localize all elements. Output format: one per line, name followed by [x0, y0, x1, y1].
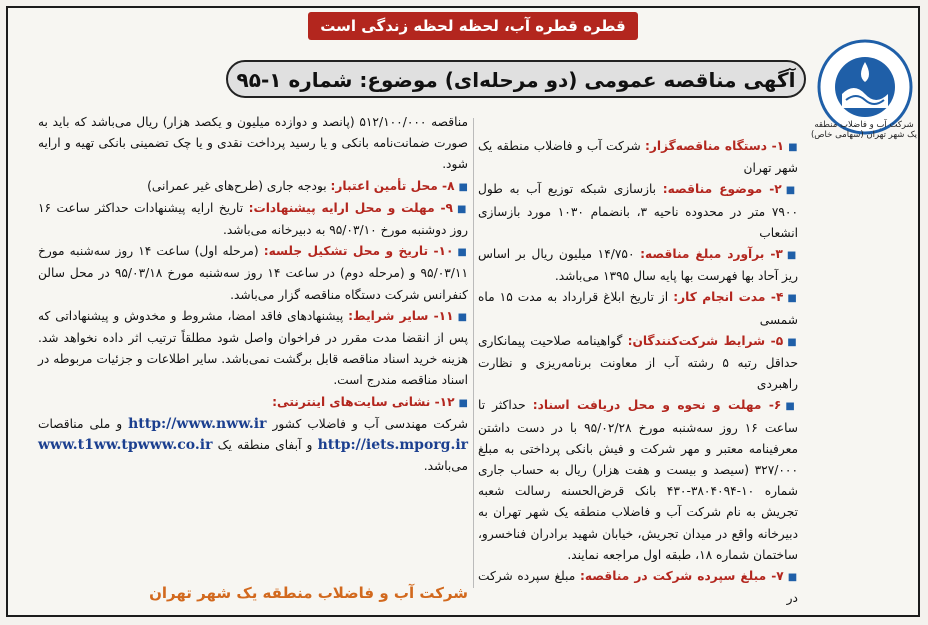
site-link-iets[interactable]: http://iets.mporg.ir	[317, 437, 469, 454]
item-heading: ۲- موضوع مناقصه:	[662, 182, 782, 197]
item-text: (مرحله اول) ساعت ۱۴ روز سه‌شنبه مورخ ۹۵/۰۳/۱۱ و (مرحله دوم) در ساعت ۱۴ روز سه‌شنبه مورخ ۹۵/۰۳/۱۸ در محل سالن کنفرانس شرکت دستگاه مناقصه گزار می‌باشد.	[38, 244, 468, 302]
notice-title: آگهی مناقصه عمومی (دو مرحله‌ای) موضوع: شماره ۱-۹۵	[226, 60, 806, 98]
left-column	[38, 112, 468, 477]
item-3	[478, 244, 798, 287]
bullet-icon: ■	[457, 247, 469, 259]
bullet-icon: ■	[786, 250, 799, 262]
item-12	[38, 392, 468, 414]
item-heading: ۱- دستگاه مناقصه‌گزار:	[645, 139, 785, 153]
item-1	[478, 136, 798, 179]
site-2-intro: و ملی مناقصات	[38, 416, 123, 431]
item-heading: ۸- محل تأمین اعتبار:	[330, 178, 455, 193]
notice-frame	[6, 6, 920, 617]
item-2	[478, 179, 798, 244]
item-10	[38, 241, 468, 306]
item-heading: ۱۱- سایر شرایط:	[348, 308, 454, 323]
item-text: مبلغ سپرده شرکت در	[478, 569, 798, 606]
bullet-icon: ■	[787, 293, 798, 305]
column-divider	[473, 118, 474, 588]
bullet-icon: ■	[785, 185, 798, 197]
footer-company-name: شرکت آب و فاضلاب منطقه یک شهر تهران	[149, 584, 468, 602]
item-heading: ۹- مهلت و محل ارایه پیشنهادات:	[248, 200, 453, 215]
site-link-t1ww[interactable]: www.t1ww.tpwww.co.ir	[38, 437, 213, 454]
item-8	[38, 176, 468, 198]
right-column	[478, 136, 798, 609]
item-heading: ۷- مبلغ سپرده شرکت در مناقصه:	[579, 569, 784, 584]
bullet-icon: ■	[458, 397, 468, 409]
sites-closing: می‌باشد.	[423, 459, 468, 474]
item-text: پیشنهادهای فاقد امضا، مشروط و مخدوش و پیشنهاداتی که پس از انقضا مدت مقرر در فراخوان واصل شود مطلقاً ترتیب اثر داده نخواهد شد. هزینه خرید اسناد مناقصه قابل برگشت نمی‌باشد. سایر اطلاعات و جزئیات مربوطه در اسناد مناقصه مندرج است.	[38, 308, 468, 388]
item-heading: ۶- مهلت و نحوه و محل دریافت اسناد:	[532, 398, 782, 413]
bullet-icon: ■	[456, 203, 469, 215]
item-4	[478, 287, 798, 330]
item-text: تاریخ ارایه پیشنهادات حداکثر ساعت ۱۶ روز دوشنبه مورخ ۹۵/۰۳/۱۰ به دبیرخانه می‌باشد.	[38, 200, 468, 238]
item-heading: ۱۲- نشانی سایت‌های اینترنتی:	[272, 394, 455, 409]
item-text: بازسازی شبکه توزیع آب به طول ۷۹۰۰ متر در محدوده ناحیه ۳، بانضمام ۱۰۳۰ مورد بازسازی انشعاب	[478, 182, 798, 240]
bullet-icon: ■	[787, 572, 799, 584]
item-text: از تاریخ ابلاغ قرارداد به مدت ۱۵ ماه شمسی	[478, 290, 798, 327]
item-heading: ۴- مدت انجام کار:	[673, 290, 784, 305]
item-5	[478, 331, 798, 396]
item-heading: ۱۰- تاریخ و محل تشکیل جلسه:	[263, 244, 454, 259]
bullet-icon: ■	[787, 336, 798, 348]
item-7-continuation: مناقصه ۵۱۲/۱۰۰/۰۰۰ (پانصد و دوازده میلیون و یکصد هزار) ریال می‌باشد که باید به صورت ضمانت‌نامه بانکی و یا رسید پرداخت نقدی و یا چک تضمینی بانکی تهیه و ارایه شود.	[38, 115, 468, 172]
item-heading: ۳- برآورد مبلغ مناقصه:	[640, 247, 783, 262]
bullet-icon: ■	[458, 181, 468, 193]
item-text: بودجه جاری (طرح‌های غیر عمرانی)	[147, 178, 327, 193]
bullet-icon: ■	[457, 311, 469, 323]
site-1-intro: شرکت مهندسی آب و فاضلاب کشور	[272, 416, 468, 431]
item-heading: ۵- شرایط شرکت‌کنندگان:	[627, 333, 784, 348]
bullet-icon: ■	[788, 142, 798, 153]
logo-caption: شرکت آب و فاضلاب منطقه یک شهر تهران (سهامی خاص)	[810, 120, 918, 140]
item-text: حداکثر تا ساعت ۱۶ روز سه‌شنبه مورخ ۹۵/۰۲/۲۸ با در دست داشتن معرفینامه معتبر و مهر شرکت و فیش بانکی پرداختی به مبلغ ۳۲۷/۰۰۰ (سیصد و بیست و هفت هزار) ریال به حساب جاری شماره ۱۰-۳۸۰۴۰۹۴-۴۳۰ بانک قرض‌الحسنه رسالت شعبه تجریش به نام شرکت آب و فاضلاب منطقه یک شهر تهران به دبیرخانه واقع در میدان تجریش، خیابان شهید برادران فناخسرو، ساختمان شماره ۱۸، طبقه اول مراجعه نمایند.	[478, 398, 798, 562]
site-link-nww[interactable]: http://www.nww.ir	[128, 415, 267, 432]
item-11	[38, 306, 468, 392]
websites-paragraph	[38, 414, 468, 478]
bullet-icon: ■	[785, 401, 798, 413]
item-9	[38, 198, 468, 241]
site-3-intro: و آبفای منطقه یک	[217, 438, 313, 453]
item-6	[478, 395, 798, 566]
item-text: شرکت آب و فاضلاب منطقه یک شهر تهران	[478, 139, 798, 176]
item-text: گواهینامه صلاحیت پیمانکاری حداقل رتبه ۵ رشته آب از معاونت برنامه‌ریزی و نظارت راهبردی	[478, 333, 798, 392]
item-7	[478, 566, 798, 609]
item-text: ۱۴/۷۵۰ میلیون ریال بر اساس ریز آحاد بها فهرست بها پایه سال ۱۳۹۵ می‌باشد.	[478, 247, 798, 284]
slogan-banner: قطره قطره آب، لحظه لحظه زندگی است	[308, 12, 638, 40]
